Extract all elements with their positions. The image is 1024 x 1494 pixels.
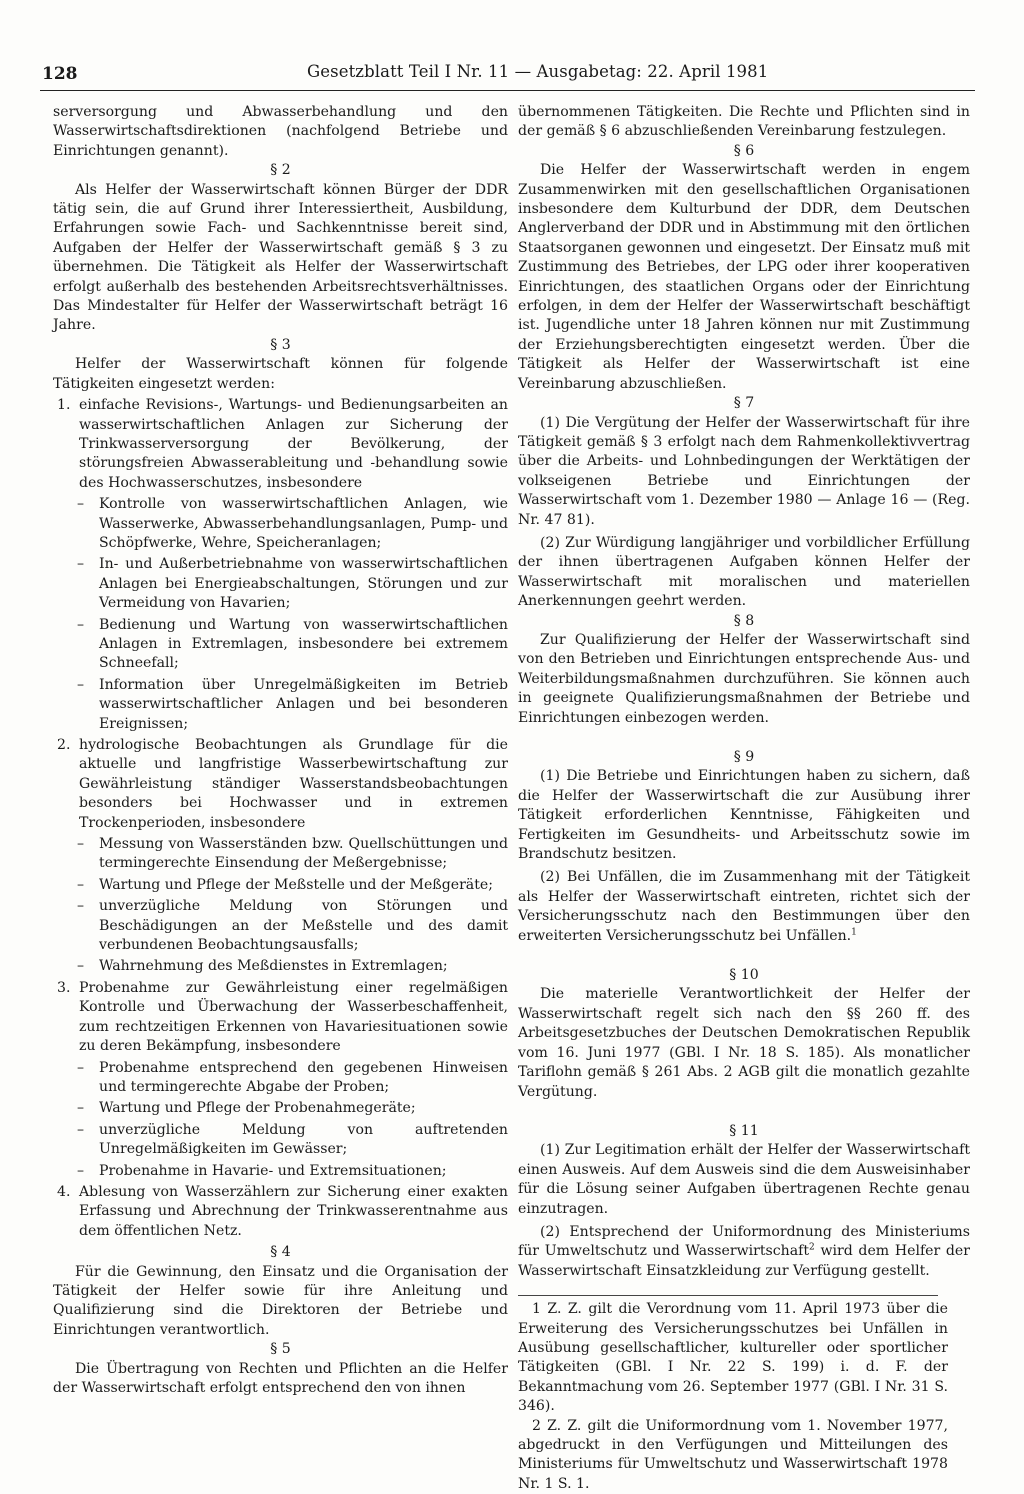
list-item-text: Probenahme zur Gewährleistung einer regelmäßigen Kontrolle und Überwachung der Wasserbeschaffenheit, zum rechtzeitigen Erkennen von Havariesituationen sowie zu deren Bekämpfung, insbesondere xyxy=(79,979,508,1055)
sub-item-text: Wartung und Pflege der Meßstelle und der Meßgeräte; xyxy=(99,876,493,893)
section-7-para-2: (2) Zur Würdigung langjähriger und vorbildlicher Erfüllung der ihnen übertragenen Aufgaben können Helfer der Wasserwirtschaft mit moralischen und materiellen Anerkennungen geehrt werden. xyxy=(518,534,970,610)
sub-item: – unverzügliche Meldung von auftretenden Unregelmäßigkeiten im Gewässer; xyxy=(77,1121,508,1158)
list-number: 4. xyxy=(57,1183,71,1200)
section-heading-6: § 6 xyxy=(733,142,755,159)
sub-item: – Probenahme entsprechend den gegebenen Hinweisen und termingerechte Abgabe der Proben; xyxy=(77,1059,508,1095)
list-item-text: hydrologische Beobachtungen als Grundlage für die aktuelle und langfristige Wasserbewirtschaftung zur Gewährleistung ständiger Wasserstandsbeobachtungen besonders bei Hochwasser und in extremen Trockenperioden, insbesondere xyxy=(79,737,508,831)
section-5-text: Die Übertragung von Rechten und Pflichten an die Helfer der Wasserwirtschaft erfolgt entsprechend den von ihnen xyxy=(53,1360,508,1396)
sub-item: – Information über Unregelmäßigkeiten im Betrieb wasserwirtschaftlicher Anlagen und bei besonderen Ereignissen; xyxy=(77,676,508,732)
sub-item-text: In- und Außerbetriebnahme von wasserwirtschaftlichen Anlagen bei Energieabschaltungen, Störungen und zur Vermeidung von Havarien; xyxy=(99,556,508,612)
footnotes xyxy=(518,1295,948,1494)
list-item xyxy=(53,736,508,833)
page-header xyxy=(40,60,975,91)
section-heading-10: § 10 xyxy=(729,967,759,984)
section-11-para-2-text-a: (2) Entsprechend der Uniformordnung des Ministeriums für Umweltschutz und Wasserwirtschaft xyxy=(518,1223,970,1260)
list-item xyxy=(53,1183,508,1241)
list-number: 3. xyxy=(57,979,71,996)
section-9-para-1: (1) Die Betriebe und Einrichtungen haben zu sichern, daß die Helfer der Wasserwirtschaft die zur Ausübung ihrer Tätigkeit erforderlichen Kenntnisse, Fähigkeiten und Fertigkeiten im Gesundheits- und Arbeitsschutz sowie im Brandschutz besitzen. xyxy=(518,768,970,863)
section-3-intro: Helfer der Wasserwirtschaft können für folgende Tätigkeiten eingesetzt werden: xyxy=(53,356,508,392)
footnote-2: 2 Z. Z. gilt die Uniformordnung vom 1. November 1977, abgedruckt in den Verfügungen und Mitteilungen des Ministeriums für Umweltschutz und Wasserwirtschaft 1978 Nr. 1 S. 1. xyxy=(518,1417,948,1492)
list-number: 1. xyxy=(57,397,71,414)
section-5-continuation: übernommenen Tätigkeiten. Die Rechte und Pflichten sind in der gemäß § 6 abzuschließenden Vereinbarung festzulegen. xyxy=(518,104,970,140)
section-6-text: Die Helfer der Wasserwirtschaft werden in engem Zusammenwirken mit den gesellschaftlichen Organisationen insbesondere dem Kulturbund der DDR, dem Deutschen Anglerverband der DDR und in Abstimmung mit den örtlichen Staatsorganen gewonnen und eingesetzt. Der Einsatz muß mit Zustimmung des Betriebes, der LPG oder ihrer kooperativen Einrichtungen, des staatlichen Organs oder der Einrichtung erfolgen, in dem der Helfer der Wasserwirtschaft beschäftigt ist. Jugendliche unter 18 Jahren können nur mit Zustimmung der Erziehungsberechtigten eingesetzt werden. Über die Tätigkeit als Helfer der Wasserwirtschaft ist eine Vereinbarung abzuschließen. xyxy=(518,162,970,392)
section-heading-3: § 3 xyxy=(270,336,291,353)
section-heading-8: § 8 xyxy=(733,612,755,629)
sub-item-text: Probenahme entsprechend den gegebenen Hinweisen und termingerechte Abgabe der Proben; xyxy=(99,1059,508,1095)
sub-item-text: Messung von Wasserständen bzw. Quellschüttungen und termingerechte Einsendung der Meßergebnisse; xyxy=(99,836,508,872)
sub-item: – Wartung und Pflege der Probenahmegeräte; xyxy=(77,1100,416,1117)
page-number: 128 xyxy=(42,64,78,84)
sub-item: – Wahrnehmung des Meßdienstes in Extremlagen; xyxy=(77,958,448,975)
sub-item-text: Bedienung und Wartung von wasserwirtschaftlichen Anlagen in Extremlagen, insbesondere bei extremem Schneefall; xyxy=(99,616,508,672)
sub-item-text: Information über Unregelmäßigkeiten im Betrieb wasserwirtschaftlicher Anlagen und bei besonderen Ereignissen; xyxy=(99,676,508,732)
section-2-text: Als Helfer der Wasserwirtschaft können Bürger der DDR tätig sein, die auf Grund ihrer Interessiertheit, Ausbildung, Erfahrungen sowie Fach- und Sachkenntnisse bereit sind, Aufgaben der Helfer der Wasserwirtschaft gemäß § 3 zu übernehmen. Die Tätigkeit als Helfer der Wasserwirtschaft erfolgt außerhalb des bestehenden Arbeitsrechtsverhältnisses. Das Mindestalter für Helfer der Wasserwirtschaft beträgt 16 Jahre. xyxy=(53,181,508,334)
sub-item-text: Probenahme in Havarie- und Extremsituationen; xyxy=(99,1162,447,1179)
section-heading-11: § 11 xyxy=(729,1122,759,1139)
section-10-text: Die materielle Verantwortlichkeit der Helfer der Wasserwirtschaft regelt sich nach den §§ 260 ff. des Arbeitsgesetzbuches der Deutschen Demokratischen Republik vom 16. Juni 1977 (GBl. I Nr. 18 S. 185). Als monatlicher Tariflohn gemäß § 261 Abs. 2 AGB gilt die monatlich gezahlte Vergütung. xyxy=(518,986,970,1100)
section-heading-4: § 4 xyxy=(270,1244,291,1261)
footnote-ref[interactable]: 1 xyxy=(851,926,857,937)
section-8-text: Zur Qualifizierung der Helfer der Wasserwirtschaft sind von den Betrieben und Einrichtungen entsprechende Aus- und Weiterbildungsmaßnahmen durchzuführen. Sie können auch in geeignete Qualifizierungsmaßnahmen der Betriebe und Einrichtungen einbezogen werden. xyxy=(518,631,970,726)
section-heading-9: § 9 xyxy=(733,749,755,765)
intro-paragraph: serversorgung und Abwasserbehandlung und den Wasserwirtschaftsdirektionen (nachfolgend Betriebe und Einrichtungen genannt). xyxy=(53,104,508,159)
section-11-para-1: (1) Zur Legitimation erhält der Helfer der Wasserwirtschaft einen Ausweis. Auf dem Ausweis sind die dem Ausweisinhaber für die Lösung seiner Aufgaben übertragenen Rechte genau einzutragen. xyxy=(518,1142,970,1217)
list-item xyxy=(53,396,508,493)
sub-item: – Kontrolle von wasserwirtschaftlichen Anlagen, wie Wasserwerke, Abwasserbehandlungsanlagen, Pump- und Schöpfwerke, Wehre, Speicheranlagen; xyxy=(77,496,508,551)
sub-item: – unverzügliche Meldung von Störungen und Beschädigungen an der Meßstelle und des damit verbundenen Beobachtungsausfalls; xyxy=(77,898,508,954)
left-column xyxy=(53,103,508,1398)
section-11-para-2 xyxy=(518,1223,970,1281)
sub-item: – Probenahme in Havarie- und Extremsituationen; xyxy=(77,1162,447,1179)
section-heading-5: § 5 xyxy=(270,1341,291,1358)
sub-item-text: Wahrnehmung des Meßdienstes in Extremlagen; xyxy=(99,958,448,975)
sub-item: – Messung von Wasserständen bzw. Quellschüttungen und termingerechte Einsendung der Meßergebnisse; xyxy=(77,836,508,872)
sub-item-text: unverzügliche Meldung von Störungen und Beschädigungen an der Meßstelle und des damit verbundenen Beobachtungsausfalls; xyxy=(99,898,508,954)
section-heading-7: § 7 xyxy=(733,395,755,412)
section-9-para-2-text: (2) Bei Unfällen, die im Zusammenhang mit der Tätigkeit als Helfer der Wasserwirtschaft eintreten, richtet sich der Versicherungsschutz nach den Bestimmungen über den erweiterten Versicherungsschutz bei Unfällen. xyxy=(518,869,970,944)
sub-item-text: unverzügliche Meldung von auftretenden Unregelmäßigkeiten im Gewässer; xyxy=(99,1121,508,1158)
section-4-text: Für die Gewinnung, den Einsatz und die Organisation der Tätigkeit der Helfer sowie für ihre Anleitung und Qualifizierung sind die Direktoren der Betriebe und Einrichtungen verantwortlich. xyxy=(53,1263,508,1338)
section-heading-2: § 2 xyxy=(270,162,291,179)
list-item xyxy=(53,979,508,1057)
footnote-ref[interactable]: 2 xyxy=(809,1242,815,1253)
sub-item-text: Wartung und Pflege der Probenahmegeräte; xyxy=(99,1100,416,1117)
list-item-text: einfache Revisions-, Wartungs- und Bedienungsarbeiten an wasserwirtschaftlichen Anlagen zur Sicherung der Trinkwasserversorgung der Bevölkerung, der störungsfreien Abwasserableitung und -behandlung sowie des Hochwasserschutzes, insbesondere xyxy=(79,397,508,491)
header-title: Gesetzblatt Teil I Nr. 11 — Ausgabetag: 22. April 1981 xyxy=(307,62,769,81)
list-item-text: Ablesung von Wasserzählern zur Sicherung einer exakten Erfassung und Abrechnung der Trinkwasserentnahme aus dem öffentlichen Netz. xyxy=(79,1183,508,1239)
footnote-1: 1 Z. Z. gilt die Verordnung vom 11. April 1973 über die Erweiterung des Versicherungsschutzes bei Unfällen in Ausübung gesellschaftlicher, kultureller oder sportlicher Tätigkeiten (GBl. I Nr. 22 S. 199) i. d. F. der Bekanntmachung vom 26. September 1977 (GBl. I Nr. 31 S. 346). xyxy=(518,1301,948,1415)
sub-item: – In- und Außerbetriebnahme von wasserwirtschaftlichen Anlagen bei Energieabschaltungen, Störungen und zur Vermeidung von Havarien; xyxy=(77,556,508,612)
sub-item: – Bedienung und Wartung von wasserwirtschaftlichen Anlagen in Extremlagen, insbesondere bei extremem Schneefall; xyxy=(77,616,508,672)
list-number: 2. xyxy=(57,737,71,753)
section-9-para-2 xyxy=(518,868,970,946)
right-column xyxy=(518,103,970,1494)
section-11-para-2-text-b: wird dem Helfer der Wasserwirtschaft Einsatzkleidung zur Verfügung gestellt. xyxy=(518,1243,971,1279)
sub-item-text: Kontrolle von wasserwirtschaftlichen Anlagen, wie Wasserwerke, Abwasserbehandlungsanlagen, Pump- und Schöpfwerke, Wehre, Speicheranlagen; xyxy=(99,496,508,551)
sub-item: – Wartung und Pflege der Meßstelle und der Meßgeräte; xyxy=(77,876,493,893)
section-7-para-1: (1) Die Vergütung der Helfer der Wasserwirtschaft für ihre Tätigkeit gemäß § 3 erfolgt nach dem Rahmenkollektivvertrag über die Arbeits- und Lohnbedingungen der Werktätigen der volkseigenen Betriebe und Einrichtungen der Wasserwirtschaft vom 1. Dezember 1980 — Anlage 16 — (Reg. Nr. 47 81). xyxy=(518,414,970,528)
